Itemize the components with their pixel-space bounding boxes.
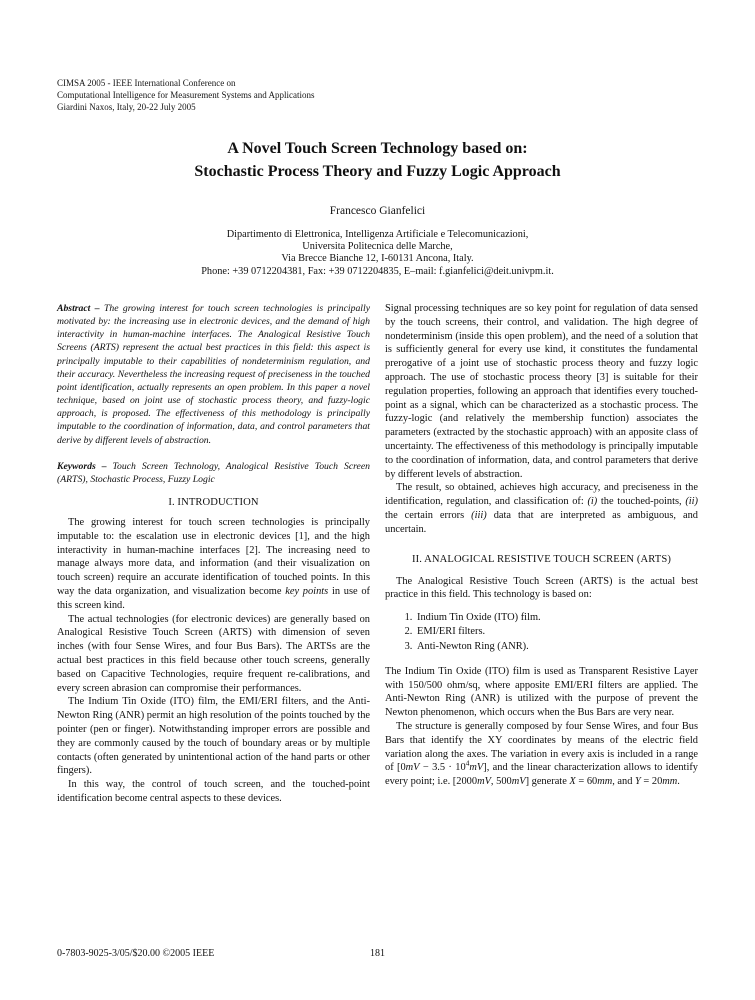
abstract-paragraph (57, 302, 370, 447)
list-item-anti-newton-ring: 3. Anti-Newton Ring (ANR). (415, 640, 698, 654)
affiliation-department: Dipartimento di Elettronica, Intelligenza Artificiale e Telecomunicazioni, (226, 229, 529, 240)
author-name: Francesco Gianfelici (329, 205, 426, 217)
arts-paragraph-2: The Indium Tin Oxide (ITO) film is used as Transparent Resistive Layer with 150/500 ohm/sq, where apposite EMI/ERI filters are applied. The Anti-Newton Ring (ANR) is utilized with the purpose of prevent the Newton phenomenon, which occurs when the Bus Bars are very near. (385, 665, 698, 719)
right-column (385, 302, 698, 806)
keywords-text: Touch Screen Technology, Analogical Resistive Touch Screen (ARTS), Stochastic Process, Fuzzy Logic (57, 460, 370, 485)
paper-title (0, 138, 755, 183)
two-column-body (57, 302, 698, 806)
intro-p1-emphasis: key points (285, 586, 329, 598)
affiliation-address: Via Brecce Bianche 12, I-60131 Ancona, Italy. (281, 253, 474, 265)
arts-p3-text-5: , and (612, 776, 636, 788)
conference-header (57, 78, 314, 113)
intro-paragraph-5: Signal processing techniques are so key point for regulation of data sensed by the touch screens, their control, and validation. The high degree of nondeterminism (inside this open problem), and the need of a solution that is sufficiently general for every use kind, it constitutes the fundamental prerogative of a joint use of stochastic process theory and fuzzy logic approach. The use of stochastic process theory [3] is suitable for their regulation properties, following an approach that identifies every touched-point as a signal, which can be characterized as a stochastic process. The fuzzy-logic (and relatively the membership function) associates the parameters (extracted by the stochastic approach) with an apposite class of uncertainty. The effectiveness of this methodology is principally imputable to the coordination of information, data, and control parameters that derive by different levels of abstraction. (385, 303, 698, 480)
conference-header-line-3: Giardini Naxos, Italy, 20-22 July 2005 (57, 101, 196, 112)
list-item-emi-eri-filters: 2. EMI/ERI filters. (415, 625, 698, 639)
page-number: 181 (370, 948, 385, 959)
intro-paragraph-4: In this way, the control of touch screen, and the touched-point identification become central aspects to these devices. (57, 779, 370, 804)
conference-header-line-2: Computational Intelligence for Measurement Systems and Applications (57, 89, 315, 100)
intro-p6-text-3: the certain errors (385, 509, 472, 521)
arts-paragraph-3 (385, 720, 698, 789)
abstract-label: Abstract – (57, 303, 100, 314)
list-item-ito-film: 1. Indium Tin Oxide (ITO) film. (415, 611, 698, 625)
intro-p6-text-4: data that are interpreted as ambiguous, and uncertain. (385, 509, 698, 535)
keywords-label: Keywords – (57, 460, 107, 472)
arts-p3-eq-x: = 60 (575, 776, 598, 788)
math-mv-2: mV (469, 762, 484, 774)
arts-p3-text-3: , 500 (490, 776, 512, 788)
math-var-y: Y (635, 776, 641, 788)
arts-p3-eq-y: = 20 (640, 776, 663, 788)
arts-p3-text-2: ], and the linear characterization allows to identify every point; i.e. [2000 (385, 762, 698, 788)
math-exponent: 4 (465, 758, 470, 768)
keywords-paragraph (57, 460, 370, 486)
arts-paragraph-1: The Analogical Resistive Touch Screen (ARTS) is the actual best practice in this field. This technology is based on: (385, 575, 698, 601)
paper-title-line-2: Stochastic Process Theory and Fuzzy Logic Approach (194, 162, 561, 180)
section-heading-introduction: I. INTRODUCTION (168, 497, 259, 509)
copyright-notice: 0-7803-9025-3/05/$20.00 ©2005 IEEE (57, 948, 215, 959)
intro-p6-text: The result, so obtained, achieves high accuracy, and preciseness in the identification, regulation, and classification of: (385, 482, 698, 508)
intro-paragraph-1 (57, 516, 370, 613)
affiliation-contact: Phone: +39 0712204381, Fax: +39 0712204835, E–mail: f.gianfelici@deit.univpm.it. (201, 265, 554, 277)
affiliation-university: Universita Politecnica delle Marche, (302, 241, 453, 253)
section-heading-arts: II. ANALOGICAL RESISTIVE TOUCH SCREEN (ARTS) (412, 553, 671, 565)
math-mv-3: mV (477, 776, 491, 788)
math-var-x: X (569, 776, 576, 788)
abstract-text: The growing interest for touch screen technologies is principally motivated by: the increasing use in electronic devices, and the demand of high interactivity in human-machine interfaces. The Analogical Resistive Touch Screens (ARTS) represent the actual best practices in this field: this aspect is principally imputable to their capabilities of nondeterminism regulation, and their accuracy. Nevertheless the increasing request of preciseness in the touched point identification, actually represents an open problem. In this paper a novel technique, based on joint use of stochastic process theory, and fuzzy-logic approach, is proposed. The effectiveness of this methodology is principally imputable to the coordination of information, data, and control parameters that derive by different levels of abstraction. (57, 303, 370, 446)
affiliation-block (0, 229, 755, 278)
arts-p3-text: The structure is generally composed by four Sense Wires, and four Bus Bars that identify the XY coordinates by means of the electric field variation along the axes. The variation in every axis is included in a range of [0 (385, 720, 698, 774)
intro-p1-text: The growing interest for touch screen technologies is principally imputable to: the escalation use in electronic devices [1], and the high interactivity in human-machine interfaces [2]. The increasing need to manage always more data, and information (and their visualization on touch screen) require an accurate identification of touched points. In this way the data organization, and visualization become (57, 517, 370, 598)
intro-p1-text-end: in use of this screen kind. (57, 586, 370, 611)
intro-p6-item-iii: (iii) (471, 509, 487, 521)
intro-paragraph-2: The actual technologies (for electronic devices) are generally based on Analogical Resistive Touch Screen (ARTS) with dimension of seven inches (with four Sense Wires, and four Bus Bars). The ARTSs are the actual best practices in this field because other touch screens, generally based on Capacitive Technologies, require frequent re-calibrations, and every screen abrasion can compromise their performances. (57, 613, 370, 694)
math-mv-1: mV (405, 762, 420, 774)
paper-title-line-1: A Novel Touch Screen Technology based on: (227, 140, 528, 157)
intro-p6-text-2: the touched-points, (597, 496, 686, 508)
intro-paragraph-6 (385, 481, 698, 536)
math-mv-4: mV (511, 776, 526, 788)
intro-p6-item-i: (i) (587, 496, 598, 508)
left-column (57, 302, 370, 806)
arts-p3-text-4: ] generate (525, 776, 570, 788)
arts-technology-list (385, 611, 698, 654)
conference-header-line-1: CIMSA 2005 - IEEE International Conference on (57, 78, 236, 88)
arts-p3-range: − 3.5 · 10 (419, 762, 466, 774)
intro-p6-item-ii: (ii) (685, 496, 699, 508)
math-mm-2: mm (662, 776, 678, 788)
arts-p3-period: . (677, 776, 680, 788)
math-mm-1: mm (597, 776, 613, 788)
intro-paragraph-3: The Indium Tin Oxide (ITO) film, the EMI/ERI filters, and the Anti-Newton Ring (ANR) permit an high resolution of the points touched by the pointer (pen or finger). Notwithstanding improper errors are possible and they are commonly caused by the touch of boundary areas or by multiple contacts (often generated by unintentional action of the hand parts or other fingers). (57, 696, 370, 777)
